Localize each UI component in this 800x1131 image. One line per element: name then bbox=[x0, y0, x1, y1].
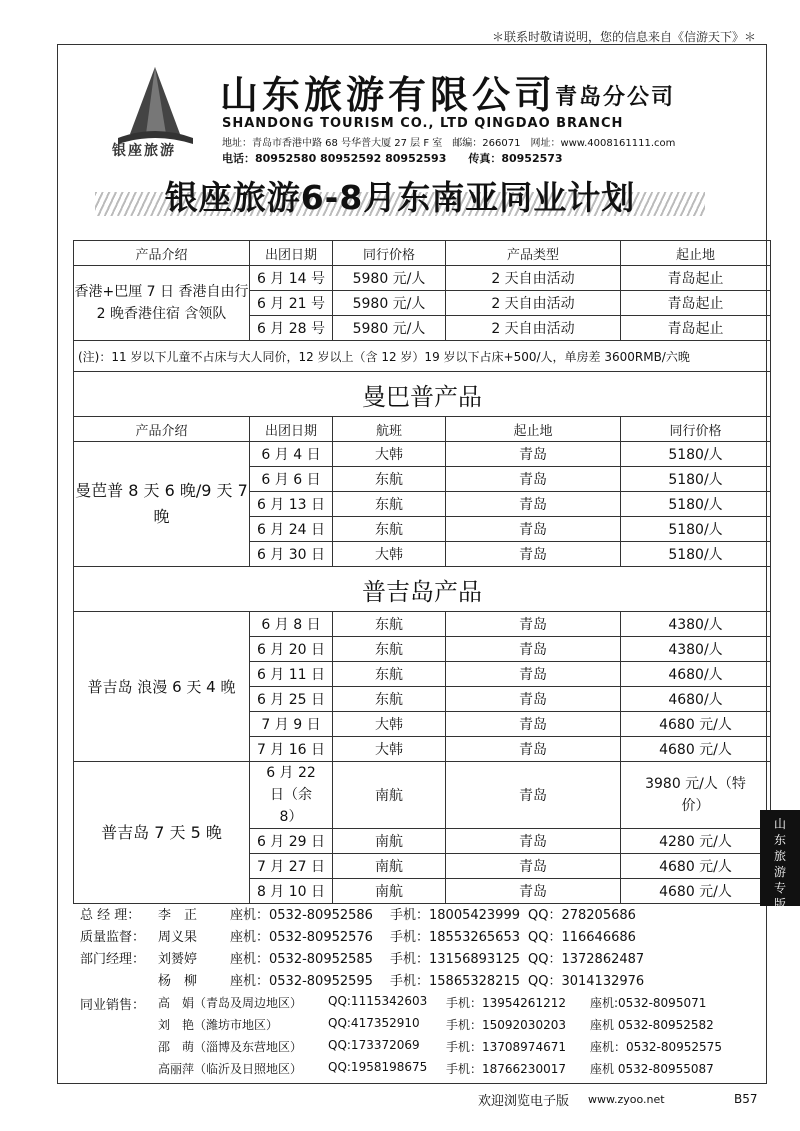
contact-phone: 座机：0532-80952595 bbox=[230, 974, 373, 989]
flight-cell: 东航 bbox=[333, 517, 446, 542]
price-cell: 4380/人 bbox=[621, 612, 771, 637]
price-cell: 5180/人 bbox=[621, 467, 771, 492]
sales-phone: 座机：0532-80952575 bbox=[590, 1040, 722, 1054]
sales-name: 刘 艳（潍坊市地区） bbox=[158, 1018, 279, 1032]
sales-name: 邵 萌（淄博及东营地区） bbox=[158, 1040, 303, 1054]
company-english-name: SHANDONG TOURISM CO., LTD QINGDAO BRANCH bbox=[222, 116, 624, 131]
header-cell: 同行价格 bbox=[333, 241, 446, 266]
company-branch: 青岛分公司 bbox=[555, 84, 676, 110]
flight-cell: 大韩 bbox=[333, 712, 446, 737]
date-cell: 6 月 30 日 bbox=[250, 542, 333, 567]
contact-qq: QQ：3014132976 bbox=[528, 974, 645, 989]
contact-name: 周义果 bbox=[158, 930, 198, 945]
origin-cell: 青岛 bbox=[446, 517, 621, 542]
flight-cell: 南航 bbox=[333, 879, 446, 904]
origin-cell: 青岛 bbox=[446, 687, 621, 712]
top-note: ＊联系时敬请说明，您的信息来自《信游天下》＊ bbox=[491, 30, 756, 44]
header-cell: 产品类型 bbox=[446, 241, 621, 266]
contact-name: 李 正 bbox=[158, 908, 198, 923]
contact-role: 质量监督： bbox=[80, 930, 146, 945]
flight-cell: 南航 bbox=[333, 762, 446, 829]
origin-cell: 青岛 bbox=[446, 854, 621, 879]
product-intro: 普吉岛 7 天 5 晚 bbox=[74, 762, 250, 904]
price-cell: 4680/人 bbox=[621, 662, 771, 687]
date-cell: 7 月 9 日 bbox=[250, 712, 333, 737]
price-cell: 4680 元/人 bbox=[621, 879, 771, 904]
page-headline: 银座旅游6-8月东南亚同业计划 bbox=[164, 178, 636, 217]
header-cell: 起止地 bbox=[446, 417, 621, 442]
product-intro: 香港+巴厘 7 日 香港自由行 2 晚香港住宿 含领队 bbox=[74, 266, 250, 341]
contact-mobile: 手机：18553265653 bbox=[390, 930, 520, 945]
contact-mobile: 手机：15865328215 bbox=[390, 974, 520, 989]
type-cell: 2 天自由活动 bbox=[446, 316, 621, 341]
price-cell: 4380/人 bbox=[621, 637, 771, 662]
date-cell: 6 月 6 日 bbox=[250, 467, 333, 492]
table-row bbox=[74, 442, 771, 467]
origin-cell: 青岛 bbox=[446, 829, 621, 854]
contact-role: 部门经理： bbox=[80, 952, 146, 967]
date-cell: 6 月 25 日 bbox=[250, 687, 333, 712]
date-cell: 6 月 21 号 bbox=[250, 291, 333, 316]
date-cell: 6 月 24 日 bbox=[250, 517, 333, 542]
contact-mobile: 手机：18005423999 bbox=[390, 908, 520, 923]
price-cell: 5180/人 bbox=[621, 492, 771, 517]
origin-cell: 青岛 bbox=[446, 442, 621, 467]
contact-phone: 座机：0532-80952576 bbox=[230, 930, 373, 945]
price-cell: 5180/人 bbox=[621, 517, 771, 542]
date-cell: 8 月 10 日 bbox=[250, 879, 333, 904]
header-cell: 产品介绍 bbox=[74, 417, 250, 442]
price-cell: 4680 元/人 bbox=[621, 854, 771, 879]
origin-cell: 青岛起止 bbox=[621, 316, 771, 341]
contact-qq: QQ：1372862487 bbox=[528, 952, 645, 967]
origin-cell: 青岛 bbox=[446, 637, 621, 662]
date-cell: 6 月 28 号 bbox=[250, 316, 333, 341]
flight-cell: 东航 bbox=[333, 687, 446, 712]
type-cell: 2 天自由活动 bbox=[446, 291, 621, 316]
sales-name: 高丽萍（临沂及日照地区） bbox=[158, 1062, 303, 1076]
sales-name: 高 娟（青岛及周边地区） bbox=[158, 996, 303, 1010]
company-name: 山东旅游有限公司 bbox=[220, 72, 557, 117]
price-cell: 5980 元/人 bbox=[333, 266, 446, 291]
sales-qq: QQ:1115342603 bbox=[328, 994, 428, 1008]
date-cell: 6 月 8 日 bbox=[250, 612, 333, 637]
table-row bbox=[74, 612, 771, 637]
flight-cell: 大韩 bbox=[333, 542, 446, 567]
flight-cell: 大韩 bbox=[333, 442, 446, 467]
price-cell: 4280 元/人 bbox=[621, 829, 771, 854]
date-cell: 6 月 22 日（余 8） bbox=[250, 762, 333, 829]
origin-cell: 青岛起止 bbox=[621, 266, 771, 291]
flight-cell: 东航 bbox=[333, 662, 446, 687]
origin-cell: 青岛起止 bbox=[621, 291, 771, 316]
sales-mobile: 手机：18766230017 bbox=[446, 1062, 566, 1076]
table-note: (注)：11 岁以下儿童不占床与大人同价，12 岁以上（含 12 岁）19 岁以下占床+500/人，单房差 3600RMB/六晚 bbox=[74, 341, 771, 372]
logo-text: 银座旅游 bbox=[112, 143, 176, 159]
product-intro: 普吉岛 浪漫 6 天 4 晚 bbox=[74, 612, 250, 762]
header-cell: 航班 bbox=[333, 417, 446, 442]
section-title: 普吉岛产品 bbox=[74, 567, 771, 612]
price-cell: 4680 元/人 bbox=[621, 712, 771, 737]
price-cell: 4680/人 bbox=[621, 687, 771, 712]
date-cell: 7 月 27 日 bbox=[250, 854, 333, 879]
section-title: 曼巴普产品 bbox=[74, 372, 771, 417]
footer-text: 欢迎浏览电子版 bbox=[478, 1094, 570, 1109]
origin-cell: 青岛 bbox=[446, 712, 621, 737]
origin-cell: 青岛 bbox=[446, 737, 621, 762]
sales-phone: 座机:0532-8095071 bbox=[590, 996, 707, 1010]
flight-cell: 东航 bbox=[333, 492, 446, 517]
contact-role: 总 经 理： bbox=[80, 908, 141, 923]
contact-qq: QQ：116646686 bbox=[528, 930, 636, 945]
flight-cell: 东航 bbox=[333, 467, 446, 492]
origin-cell: 青岛 bbox=[446, 612, 621, 637]
origin-cell: 青岛 bbox=[446, 542, 621, 567]
date-cell: 6 月 14 号 bbox=[250, 266, 333, 291]
flight-cell: 大韩 bbox=[333, 737, 446, 762]
date-cell: 7 月 16 日 bbox=[250, 737, 333, 762]
origin-cell: 青岛 bbox=[446, 662, 621, 687]
company-phones: 电话：80952580 80952592 80952593 传真：80952573 bbox=[222, 152, 563, 165]
flight-cell: 南航 bbox=[333, 829, 446, 854]
sales-qq: QQ:173372069 bbox=[328, 1038, 420, 1052]
header-cell: 出团日期 bbox=[250, 241, 333, 266]
price-cell: 5980 元/人 bbox=[333, 316, 446, 341]
price-cell: 4680 元/人 bbox=[621, 737, 771, 762]
sales-mobile: 手机：15092030203 bbox=[446, 1018, 566, 1032]
origin-cell: 青岛 bbox=[446, 762, 621, 829]
contact-name: 杨 柳 bbox=[158, 974, 198, 989]
date-cell: 6 月 29 日 bbox=[250, 829, 333, 854]
sales-qq: QQ:417352910 bbox=[328, 1016, 420, 1030]
page-number: B57 bbox=[734, 1092, 758, 1106]
date-cell: 6 月 13 日 bbox=[250, 492, 333, 517]
table-row bbox=[74, 762, 771, 829]
price-cell: 3980 元/人（特价） bbox=[621, 762, 771, 829]
price-cell: 5980 元/人 bbox=[333, 291, 446, 316]
header-cell: 产品介绍 bbox=[74, 241, 250, 266]
flight-cell: 东航 bbox=[333, 637, 446, 662]
date-cell: 6 月 20 日 bbox=[250, 637, 333, 662]
header-cell: 出团日期 bbox=[250, 417, 333, 442]
sales-label: 同业销售： bbox=[80, 998, 146, 1013]
contact-phone: 座机：0532-80952586 bbox=[230, 908, 373, 923]
product-table bbox=[73, 240, 771, 904]
contact-mobile: 手机：13156893125 bbox=[390, 952, 520, 967]
footer-url[interactable]: www.zyoo.net bbox=[588, 1093, 665, 1106]
sales-phone: 座机 0532-80955087 bbox=[590, 1062, 714, 1076]
header-cell: 起止地 bbox=[621, 241, 771, 266]
price-cell: 5180/人 bbox=[621, 542, 771, 567]
sales-mobile: 手机：13954261212 bbox=[446, 996, 566, 1010]
contact-name: 刘赟婷 bbox=[158, 952, 198, 967]
contact-phone: 座机：0532-80952585 bbox=[230, 952, 373, 967]
side-tab-label: 山东旅游专版 bbox=[773, 817, 786, 911]
type-cell: 2 天自由活动 bbox=[446, 266, 621, 291]
price-cell: 5180/人 bbox=[621, 442, 771, 467]
product-intro: 曼芭普 8 天 6 晚/9 天 7 晚 bbox=[74, 442, 250, 567]
company-address: 地址：青岛市香港中路 68 号华普大厦 27 层 F 室 邮编：266071 网址：www.4008161111.com bbox=[222, 138, 676, 149]
table-row bbox=[74, 266, 771, 291]
date-cell: 6 月 4 日 bbox=[250, 442, 333, 467]
origin-cell: 青岛 bbox=[446, 879, 621, 904]
flight-cell: 东航 bbox=[333, 612, 446, 637]
sales-qq: QQ:1958198675 bbox=[328, 1060, 428, 1074]
origin-cell: 青岛 bbox=[446, 467, 621, 492]
sales-phone: 座机 0532-80952582 bbox=[590, 1018, 714, 1032]
origin-cell: 青岛 bbox=[446, 492, 621, 517]
contact-qq: QQ：278205686 bbox=[528, 908, 636, 923]
sales-mobile: 手机：13708974671 bbox=[446, 1040, 566, 1054]
side-tab bbox=[760, 810, 800, 911]
flight-cell: 南航 bbox=[333, 854, 446, 879]
date-cell: 6 月 11 日 bbox=[250, 662, 333, 687]
header-cell: 同行价格 bbox=[621, 417, 771, 442]
